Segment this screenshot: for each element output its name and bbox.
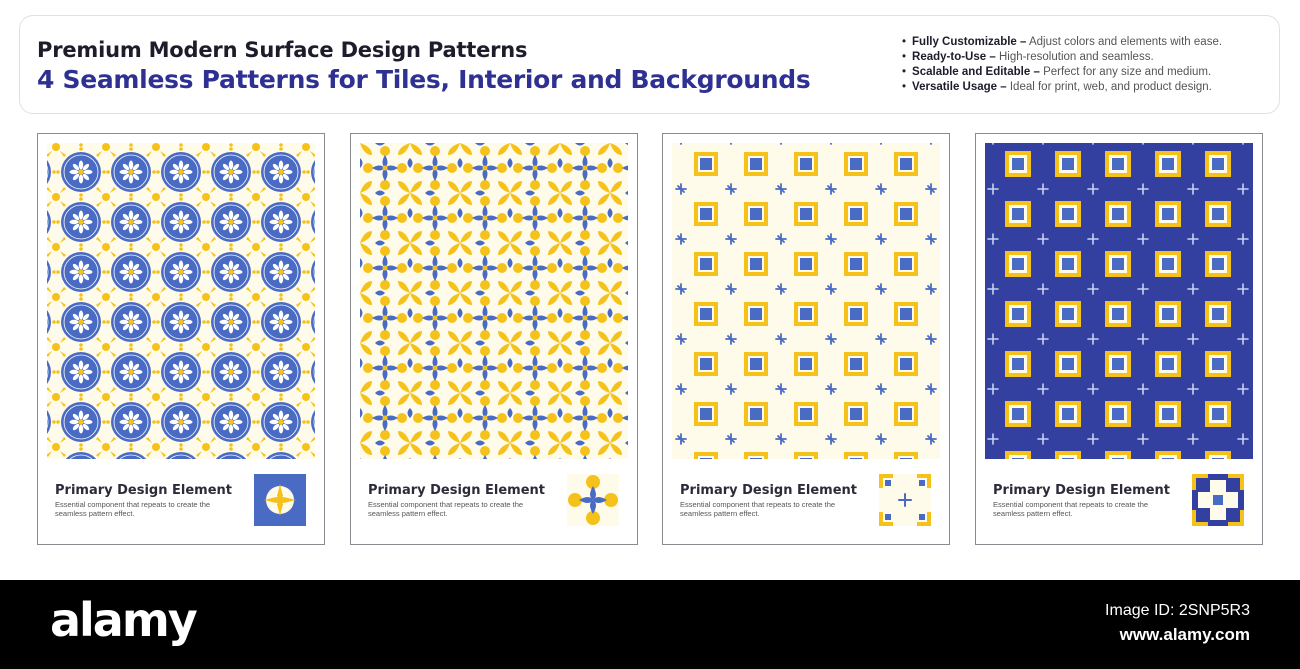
blue-medallion-daisy-icon	[254, 474, 306, 526]
pattern-card-2[interactable]	[350, 133, 638, 545]
pattern-card-1[interactable]	[37, 133, 325, 545]
card-title: Primary Design Element	[55, 483, 232, 498]
feature-text: High-resolution and seamless.	[998, 51, 1154, 63]
pattern-preview	[672, 143, 940, 459]
page-subtitle: 4 Seamless Patterns for Tiles, Interior and Backgrounds	[37, 65, 811, 94]
page-title: Premium Modern Surface Design Patterns	[37, 38, 528, 62]
card-description: Essential component that repeats to create the seamless pattern effect.	[993, 500, 1149, 518]
cream-square-frame-icon	[879, 474, 931, 526]
alamy-logo: alamy	[50, 593, 196, 647]
feature-text: Perfect for any size and medium.	[1043, 66, 1212, 78]
feature-item	[902, 80, 1222, 95]
card-description: Essential component that repeats to create the seamless pattern effect.	[680, 500, 836, 518]
navy-square-frame-icon	[1192, 474, 1244, 526]
card-title: Primary Design Element	[993, 483, 1170, 498]
feature-item	[902, 50, 1222, 65]
pattern-preview	[47, 143, 315, 459]
header-panel	[19, 15, 1280, 114]
yellow-petal-cross-icon	[567, 474, 619, 526]
pattern-preview	[985, 143, 1253, 459]
card-title: Primary Design Element	[368, 483, 545, 498]
card-description: Essential component that repeats to create the seamless pattern effect.	[55, 500, 211, 518]
card-description: Essential component that repeats to create the seamless pattern effect.	[368, 500, 524, 518]
pattern-card-4[interactable]	[975, 133, 1263, 545]
image-id: Image ID: 2SNP5R3	[1105, 602, 1250, 619]
card-title: Primary Design Element	[680, 483, 857, 498]
feature-item	[902, 35, 1222, 50]
feature-text: Ideal for print, web, and product design.	[1009, 81, 1212, 93]
feature-label: Fully Customizable –	[912, 36, 1027, 48]
feature-label: Scalable and Editable –	[912, 66, 1040, 78]
feature-label: Versatile Usage –	[912, 81, 1007, 93]
feature-label: Ready-to-Use –	[912, 51, 996, 63]
site-url[interactable]: www.alamy.com	[1119, 625, 1250, 644]
feature-list	[902, 35, 1222, 95]
feature-text: Adjust colors and elements with ease.	[1028, 36, 1223, 48]
footer-bar	[0, 580, 1300, 669]
feature-item	[902, 65, 1222, 80]
pattern-preview	[360, 143, 628, 459]
pattern-card-3[interactable]	[662, 133, 950, 545]
